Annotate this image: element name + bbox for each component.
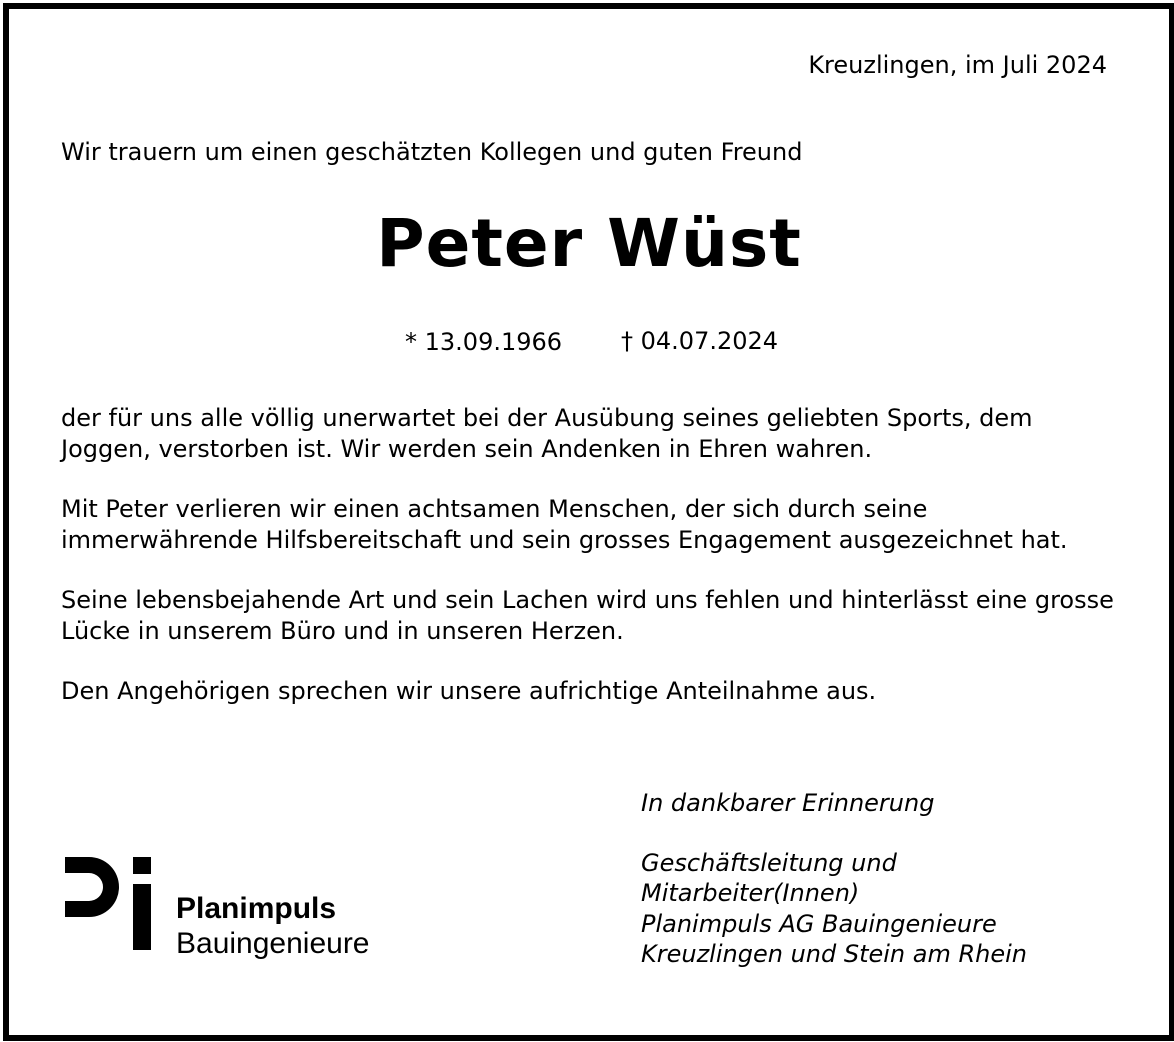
death-date: † 04.07.2024	[621, 327, 779, 355]
deceased-name: Peter Wüst	[376, 205, 802, 282]
company-logo	[63, 854, 423, 964]
pi-logo-icon	[63, 854, 153, 954]
closing-block	[641, 788, 1027, 970]
signer-line: Kreuzlingen und Stein am Rhein	[641, 940, 1028, 968]
obituary-text	[61, 403, 1121, 737]
signer-line: Planimpuls AG Bauingenieure	[641, 909, 997, 938]
obituary-notice	[3, 3, 1174, 1041]
logo-name: Planimpuls	[176, 892, 337, 925]
signer-line: Mitarbeiter(Innen)	[641, 879, 860, 907]
paragraph: Den Angehörigen sprechen wir unsere aufrichtige Anteilnahme aus.	[61, 677, 877, 705]
closing-greeting: In dankbarer Erinnerung	[641, 789, 935, 817]
logo-subtitle: Bauingenieure	[176, 927, 370, 960]
signer-line: Geschäftsleitung und	[641, 848, 897, 877]
intro-line: Wir trauern um einen geschätzten Kollegen und guten Freund	[61, 138, 803, 166]
paragraph: Mit Peter verlieren wir einen achtsamen Menschen, der sich durch seine immerwährende Hilfsbereitschaft und sein grosses Engagement ausgezeichnet hat.	[61, 495, 1068, 554]
paragraph: Seine lebensbejahende Art und sein Lachen wird uns fehlen und hinterlässt eine grosse Lücke in unserem Büro und in unseren Herzen.	[61, 586, 1114, 645]
birth-date: * 13.09.1966	[405, 328, 563, 356]
place-date: Kreuzlingen, im Juli 2024	[808, 51, 1107, 79]
paragraph: der für uns alle völlig unerwartet bei der Ausübung seines geliebten Sports, dem Joggen, verstorben ist. Wir werden sein Andenken in Ehren wahren.	[61, 404, 1033, 463]
